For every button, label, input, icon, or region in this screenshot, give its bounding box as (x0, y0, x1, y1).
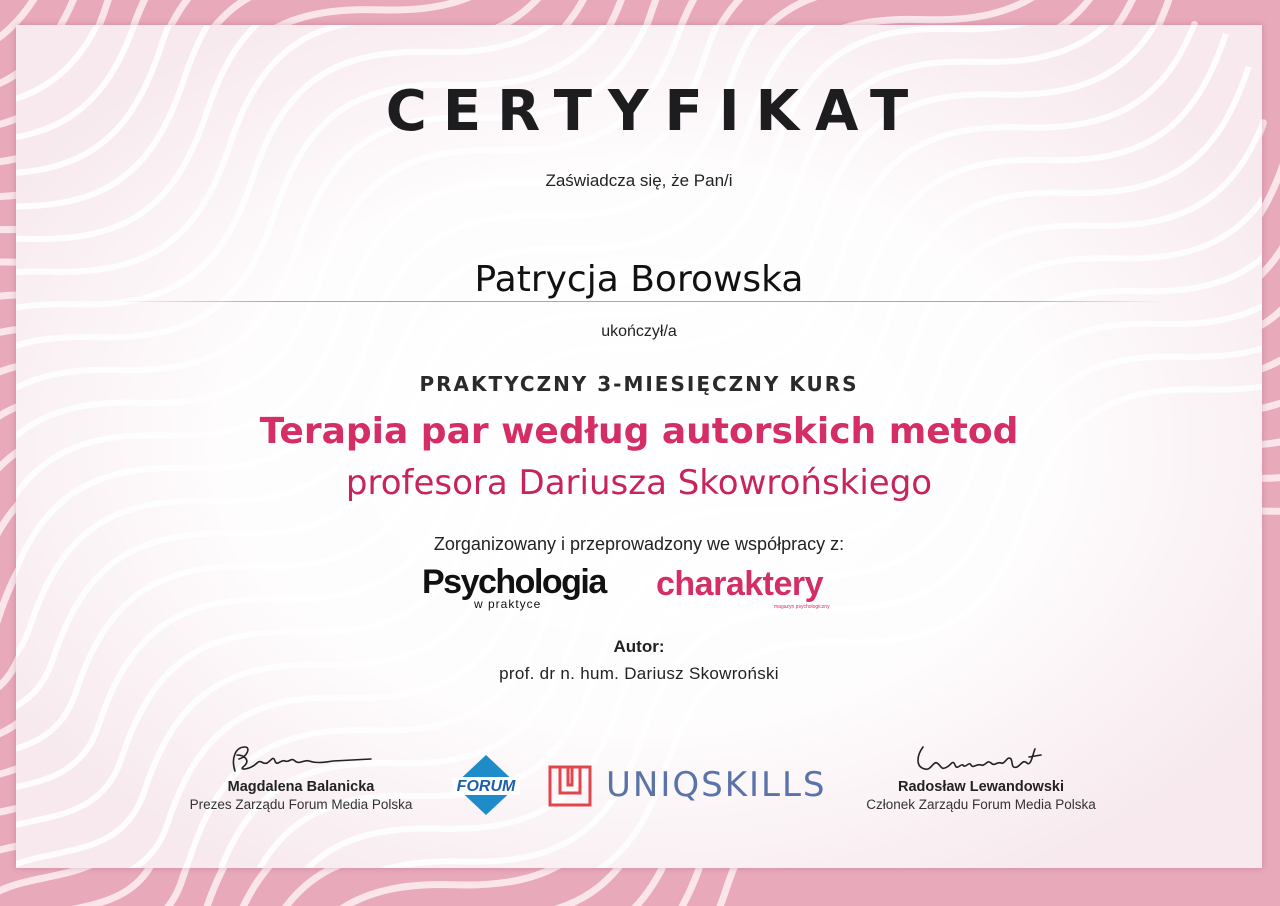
signature-right-name: Radosław Lewandowski (898, 779, 1064, 795)
psychologia-logo-sub: w praktyce (474, 597, 542, 611)
organized-text: Zorganizowany i przeprowadzony we współpracy z: (433, 534, 845, 554)
forum-diamond-icon (452, 753, 520, 817)
author-name: prof. dr n. hum. Dariusz Skowroński (499, 664, 779, 683)
certificate-subtitle: Zaświadcza się, że Pan/i (545, 171, 733, 190)
signature-lewandowski-icon (901, 741, 1061, 777)
forum-logo-text: FORUM (456, 778, 516, 795)
signature-left-role: Prezes Zarządu Forum Media Polska (189, 797, 413, 812)
uniqskills-logo (548, 763, 838, 809)
psychologia-logo-main: Psychologia (422, 563, 606, 601)
name-underline (116, 301, 1166, 302)
charaktery-logo-main: charaktery (656, 565, 824, 603)
author-label: Autor: (613, 637, 665, 656)
recipient-name: Patrycja Borowska (474, 259, 804, 300)
signature-right-role: Członek Zarządu Forum Media Polska (866, 797, 1096, 812)
course-title: Terapia par według autorskich metod (259, 411, 1019, 452)
uniqskills-logo-text: UNIQSKILLS (606, 765, 827, 805)
certificate-sheet (16, 25, 1262, 868)
course-subtitle: profesora Dariusza Skowrońskiego (345, 463, 933, 503)
signature-left-name: Magdalena Balanicka (227, 779, 375, 795)
signature-right (831, 741, 1131, 812)
psychologia-logo (422, 563, 618, 613)
course-type: PRAKTYCZNY 3-MIESIĘCZNY KURS (419, 372, 859, 396)
charaktery-logo (656, 565, 866, 615)
uniqskills-mark-icon (548, 763, 592, 807)
forum-logo (452, 753, 520, 817)
certificate-title: CERTYFIKAT (385, 79, 925, 144)
charaktery-logo-sub: magazyn psychologiczny (774, 604, 830, 610)
certificate-content (16, 25, 1262, 868)
completed-text: ukończył/a (601, 323, 677, 340)
signature-balanicka-icon (221, 741, 381, 777)
signature-left (151, 741, 451, 812)
